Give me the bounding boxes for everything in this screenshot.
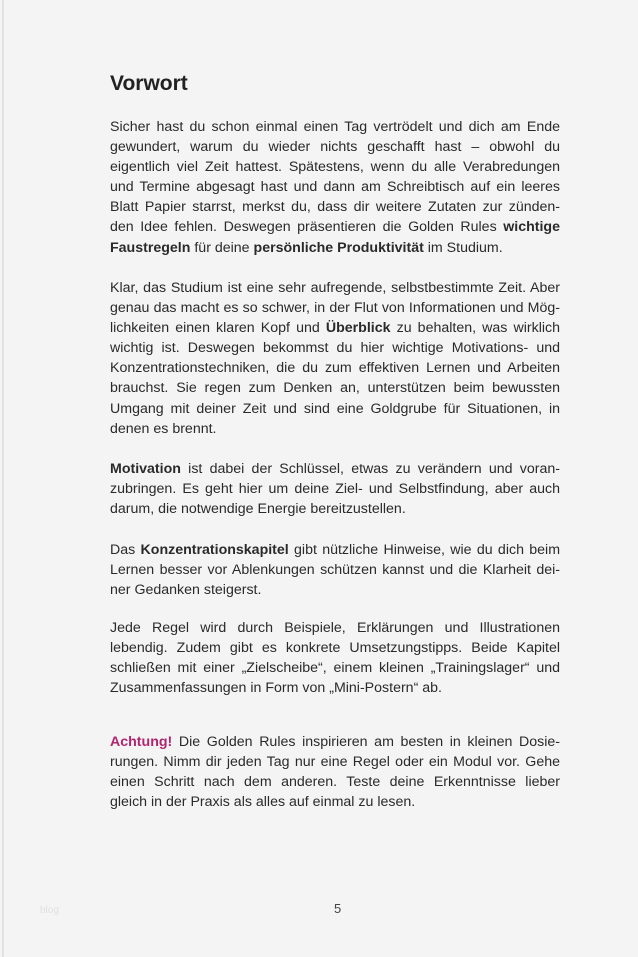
text-segment: Lernen besser vor Ablenkungen schützen kannst und die Klarheit dei- — [110, 562, 560, 579]
text-line — [110, 177, 560, 197]
text-segment: wichtig ist. Deswegen bekommst du hier wichtige Motivations- und — [110, 340, 560, 357]
text-segment: ner Gedanken steigerst. — [110, 582, 262, 599]
text-line — [110, 638, 560, 658]
text-line — [110, 358, 560, 378]
text-line — [110, 732, 560, 752]
text-line — [110, 459, 560, 479]
text-segment: lebendig. Zudem gibt es konkrete Umsetzungstipps. Beide Kapitel — [110, 640, 560, 657]
text-segment: rungen. Nimm dir jeden Tag nur eine Regel oder ein Modul vor. Gehe — [110, 754, 560, 771]
text-segment: Jede Regel wird durch Beispiele, Erklärungen und Illustrationen — [110, 620, 560, 636]
text-line — [110, 217, 560, 237]
bold-text: Motivation — [110, 461, 181, 477]
text-segment: Die Golden Rules inspirieren am besten in kleinen Dosie- — [172, 734, 560, 750]
bold-text: Überblick — [325, 320, 391, 337]
bold-text: Konzentrationskapitel — [140, 542, 289, 558]
text-line — [110, 197, 560, 217]
text-line — [110, 117, 560, 137]
text-segment: Das — [110, 542, 141, 558]
paragraph-regeln — [110, 618, 560, 698]
text-line — [110, 419, 560, 439]
text-line — [110, 499, 560, 519]
accent-label: Achtung! — [110, 734, 173, 750]
text-line — [110, 338, 560, 358]
text-line — [110, 479, 560, 499]
text-segment: für deine — [190, 239, 254, 256]
text-line — [110, 278, 560, 298]
text-line — [110, 772, 560, 792]
text-line — [110, 137, 560, 157]
text-segment: schließen mit einer „Zielscheibe“, einem kleinen „Trainingslager“ und — [110, 660, 560, 677]
text-line — [110, 580, 560, 600]
text-segment: denen es brennt. — [110, 420, 217, 437]
text-line — [110, 678, 560, 698]
paragraph-konzentration — [110, 540, 560, 600]
text-segment: genau das macht es so schwer, in der Flut von Informationen und Mög- — [110, 300, 560, 317]
text-segment: Blatt Papier starrst, merkst du, dass dir weitere Zutaten zur zünden- — [110, 199, 560, 216]
text-segment: gleich in der Praxis als alles auf einmal zu lesen. — [110, 794, 416, 811]
paragraph-motivation — [110, 459, 560, 519]
bold-text: persönliche Produktivität — [253, 239, 424, 256]
text-segment: gewundert, warum du wieder nichts geschafft hast – obwohl du — [110, 139, 560, 156]
text-line — [110, 560, 560, 580]
text-segment: zu behalten, was wirklich — [390, 320, 560, 337]
text-line — [110, 658, 560, 678]
text-line — [110, 318, 560, 338]
text-segment: Sicher hast du schon einmal einen Tag vertrödelt und dich am Ende — [110, 119, 560, 135]
text-segment: einen Schritt nach dem anderen. Teste deine Erkenntnisse lieber — [110, 774, 560, 791]
text-segment: gibt nützliche Hinweise, wie du dich beim — [288, 542, 561, 558]
text-line — [110, 157, 560, 177]
text-line — [110, 399, 560, 419]
text-segment: lichkeiten einen klaren Kopf und — [110, 320, 326, 337]
text-segment: Konzentrationstechniken, die du zum effektiven Lernen und Arbeiten — [110, 360, 560, 377]
text-segment: zubringen. Es geht hier um deine Ziel- und Selbstfindung, aber auch — [110, 481, 560, 498]
text-line — [110, 238, 560, 258]
page-title: Vorwort — [110, 72, 188, 95]
text-line — [110, 792, 560, 812]
paragraph-intro — [110, 117, 560, 258]
watermark: blog — [40, 905, 59, 916]
text-segment: Klar, das Studium ist eine sehr aufregende, selbstbestimmte Zeit. Aber — [110, 280, 560, 296]
page-edge — [2, 0, 4, 957]
page-number: 5 — [334, 901, 342, 916]
text-segment: Umgang mit deiner Zeit und sind eine Goldgrube für Situationen, in — [110, 400, 560, 417]
bold-text: wichtige — [503, 219, 560, 236]
paragraph-achtung — [110, 732, 560, 812]
text-line — [110, 618, 560, 638]
text-segment: darum, die notwendige Energie bereitzustellen. — [110, 501, 406, 518]
text-segment: brauchst. Sie regen zum Denken an, unterstützen beim bewussten — [110, 380, 560, 397]
text-segment: Zusammenfassungen in Form von „Mini-Postern“ ab. — [110, 680, 442, 697]
text-segment: ist dabei der Schlüssel, etwas zu verändern und voran- — [180, 461, 560, 477]
text-line — [110, 298, 560, 318]
paragraph-studium — [110, 278, 560, 439]
text-segment: und Termine abgesagt hast und dann am Schreibtisch auf ein leeres — [110, 179, 560, 196]
text-line — [110, 752, 560, 772]
text-segment: im Studium. — [423, 239, 503, 256]
text-line — [110, 540, 560, 560]
bold-text: Faustregeln — [110, 239, 191, 256]
text-line — [110, 378, 560, 398]
text-segment: eigentlich viel Zeit hattest. Spätestens, wenn du alle Verabredungen — [110, 159, 560, 176]
text-segment: den Idee fehlen. Deswegen präsentieren die Golden Rules — [110, 219, 504, 236]
